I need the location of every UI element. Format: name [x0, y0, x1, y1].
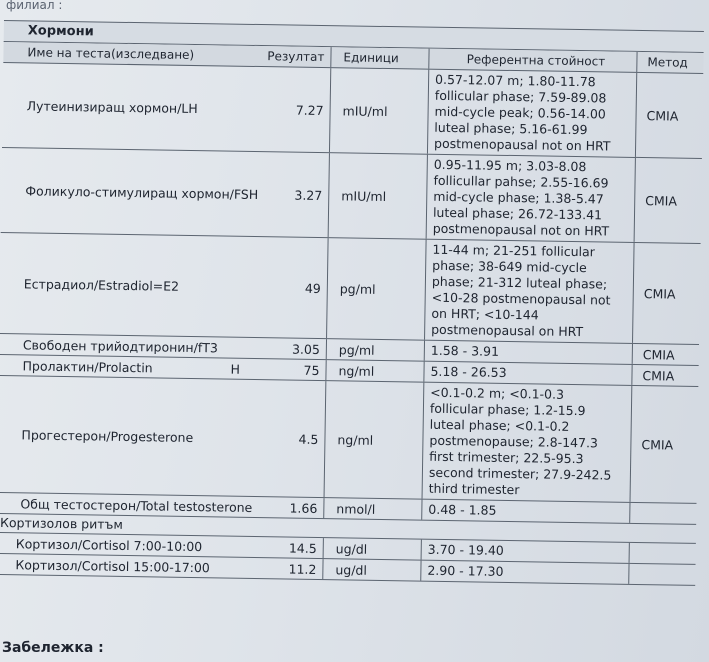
- method: [630, 543, 696, 564]
- group-title: Кортизолов ритъм: [0, 514, 696, 544]
- reference-line: 0.48 - 1.85: [428, 501, 497, 518]
- note-label: Забележка :: [2, 640, 104, 656]
- reference-line: follicular phase; 1.2-15.9: [429, 400, 586, 419]
- test-name-text: Свободен трийодтиронин/fT3: [22, 336, 219, 355]
- result-value: 75: [256, 359, 326, 380]
- reference-line: 3.70 - 19.40: [427, 541, 504, 558]
- abnormal-flag: H: [230, 361, 241, 377]
- reference-line: 1.58 - 3.91: [430, 342, 500, 359]
- page-header: филиал :: [6, 0, 63, 12]
- reference-range: [425, 341, 633, 364]
- test-name: [0, 334, 257, 358]
- test-name: [2, 63, 261, 151]
- reference-line: 11-44 m; 21-251 follicular: [432, 241, 596, 260]
- reference-line: first trimester; 22.5-95.3: [429, 448, 584, 467]
- reference-line: 0.95-11.95 m; 3.03-8.08: [433, 156, 587, 175]
- result-value: 49: [257, 237, 329, 338]
- reference-line: follicullar pahse; 2.55-16.69: [433, 172, 609, 191]
- reference-range: [422, 500, 630, 523]
- column-header-name: Име на теста(изследване): [27, 45, 195, 62]
- hormones-table: [0, 20, 704, 586]
- result-value: 14.5: [254, 537, 324, 558]
- units: mIU/ml: [330, 68, 429, 154]
- reference-range: [427, 155, 636, 242]
- table-row: [1, 148, 702, 244]
- test-name-text: Лутеинизиращ хормон/LH: [26, 97, 198, 116]
- test-name: [0, 376, 256, 496]
- column-header-reference: Референтна стойност: [429, 49, 637, 72]
- test-name: [0, 493, 255, 517]
- test-name: [0, 355, 257, 379]
- reference-line: 0.57-12.07 m; 1.80-11.78: [435, 71, 596, 90]
- result-value: 11.2: [253, 558, 323, 579]
- result-value: 4.5: [255, 380, 327, 497]
- reference-line: 2.90 - 17.30: [427, 562, 504, 579]
- column-header-method: Метод: [647, 55, 688, 70]
- reference-line: postmenopausal on HRT: [431, 321, 584, 340]
- method: CMIA: [642, 346, 675, 363]
- method: CMIA: [645, 192, 678, 209]
- method: [629, 564, 695, 585]
- method: CMIA: [641, 436, 674, 453]
- test-name-text: Прогестерон/Progesterone: [21, 426, 194, 445]
- units: ng/ml: [325, 381, 425, 499]
- test-name-text: Пролактин/Prolactin: [22, 357, 153, 375]
- test-name-text: Фоликуло-стимулиращ хормон/FSH: [25, 182, 259, 202]
- column-header-result: Резултат: [261, 46, 331, 67]
- table-row: [0, 376, 698, 504]
- units: ug/dl: [323, 559, 421, 581]
- test-name: [0, 533, 254, 557]
- reference-range: [423, 383, 633, 502]
- reference-line: phase; 21-312 luteal phase;: [431, 273, 608, 292]
- reference-range: [422, 540, 630, 563]
- test-name-text: Кортизол/Cortisol 15:00-17:00: [15, 556, 210, 575]
- reference-range: [425, 240, 635, 343]
- units: ug/dl: [324, 538, 422, 560]
- reference-line: luteal phase; <0.1-0.2: [429, 416, 570, 434]
- units: pg/ml: [327, 339, 425, 361]
- reference-line: 5.18 - 26.53: [430, 363, 507, 380]
- method: CMIA: [646, 107, 679, 124]
- reference-line: <10-28 postmenopausal not: [431, 289, 611, 308]
- reference-line: mid-cycle phase; 1.38-5.47: [433, 188, 604, 207]
- reference-line: postmenopause; 2.8-147.3: [429, 432, 599, 451]
- reference-range: [421, 561, 629, 584]
- units: ng/ml: [326, 360, 424, 382]
- reference-line: second trimester; 27.9-242.5: [428, 464, 612, 483]
- reference-line: follicular phase; 7.59-89.08: [434, 87, 607, 106]
- units: nmol/l: [324, 498, 422, 520]
- reference-line: third trimester: [428, 480, 520, 498]
- test-name-text: Кортизол/Cortisol 7:00-10:00: [15, 535, 203, 554]
- table-row: [2, 63, 703, 159]
- reference-line: postmenopausal not on HRT: [433, 135, 611, 154]
- method: CMIA: [643, 285, 676, 302]
- reference-range: [424, 362, 632, 385]
- result-value: 1.66: [254, 497, 324, 518]
- method: CMIA: [642, 367, 675, 384]
- reference-line: phase; 38-649 mid-cycle: [432, 257, 587, 276]
- column-header-units: Единици: [331, 47, 429, 69]
- test-name: [0, 554, 254, 578]
- units: mIU/ml: [329, 153, 428, 239]
- result-value: 3.27: [259, 152, 330, 237]
- reference-line: luteal phase; 5.16-61.99: [434, 119, 588, 138]
- reference-line: <0.1-0.2 m; <0.1-0.3: [430, 384, 565, 402]
- result-value: 3.05: [257, 338, 327, 359]
- section-title: Хормони: [4, 20, 704, 53]
- reference-line: postmenopausal not on HRT: [432, 220, 610, 239]
- test-name-text: Общ тестостерон/Total testosterone: [20, 495, 253, 515]
- test-name: [0, 233, 259, 337]
- table-row: [0, 233, 701, 345]
- reference-line: luteal phase; 26.72-133.41: [432, 204, 603, 223]
- reference-line: mid-cycle peak; 0.56-14.00: [434, 103, 606, 122]
- test-name-text: Естрадиол/Estradiol=E2: [23, 275, 180, 294]
- reference-range: [428, 70, 637, 157]
- test-name: [1, 148, 260, 236]
- result-value: 7.27: [260, 67, 331, 152]
- reference-line: on HRT; <10-144: [431, 305, 539, 323]
- units: pg/ml: [327, 238, 427, 340]
- method: [630, 503, 696, 524]
